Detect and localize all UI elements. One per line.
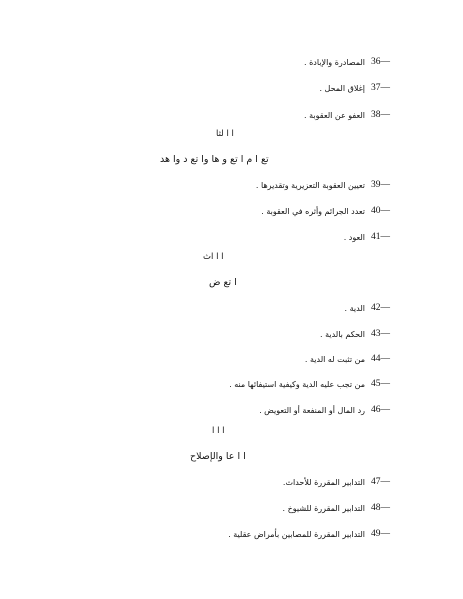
list-item: [344, 229, 399, 245]
item-number: 46—: [371, 405, 390, 415]
item-number: 40—: [371, 206, 390, 216]
item-number: 43—: [371, 329, 390, 339]
list-item: [305, 351, 399, 367]
item-number: 37—: [371, 83, 390, 93]
item-text: التدابير المقررة للمصابين بأمراض عقلية .: [228, 529, 365, 539]
item-number: 36—: [371, 57, 390, 67]
item-text: من تجب عليه الدية وكيفية استيفائها منه .: [229, 379, 365, 389]
list-item: [228, 526, 399, 542]
section-heading-fragment: ا ا ا: [212, 426, 225, 436]
list-item: [256, 177, 399, 193]
item-text: إغلاق المحل .: [319, 83, 365, 93]
list-item: [319, 80, 399, 96]
item-text: الدية .: [344, 303, 365, 313]
item-text: تعيين العقوبة التعزيرية وتقديرها .: [255, 180, 365, 190]
item-text: الحكم بالدية .: [319, 329, 365, 339]
item-text: المصادرة والإبادة .: [304, 57, 365, 67]
item-text: تعدد الجرائم وأثره في العقوبة .: [261, 206, 365, 216]
list-item: [304, 54, 399, 70]
list-item: [283, 474, 399, 490]
item-text: رد المال أو المنفعة أو التعويض .: [259, 405, 365, 415]
list-item: [259, 402, 399, 418]
item-number: 39—: [371, 180, 390, 190]
item-text: التدابير المقررة للشيوخ .: [282, 503, 365, 513]
item-text: العفو عن العقوبة .: [304, 110, 365, 120]
section-heading-fragment: ا ا عا والإصلاح: [190, 451, 246, 462]
list-item: [345, 300, 399, 316]
section-heading-fragment: تع ا م ا تع و ها وا تع د وا هد: [160, 154, 269, 165]
list-item: [304, 107, 399, 123]
item-text: التدابير المقررة للأحداث.: [282, 477, 365, 487]
list-item: [229, 376, 399, 392]
item-number: 48—: [371, 503, 390, 513]
item-number: 47—: [371, 477, 390, 487]
item-number: 41—: [371, 232, 390, 242]
list-item: [320, 326, 399, 342]
section-heading-fragment: ا ا لثا: [216, 129, 234, 139]
item-text: العود .: [343, 232, 365, 242]
section-heading-fragment: ا تع ض: [209, 277, 237, 288]
item-number: 42—: [371, 303, 390, 313]
list-item: [283, 500, 399, 516]
item-text: من تثبت له الدية .: [304, 354, 365, 364]
item-number: 38—: [371, 110, 390, 120]
list-item: [261, 203, 399, 219]
section-heading-fragment: ا ا اث: [203, 252, 224, 262]
item-number: 44—: [371, 354, 390, 364]
item-number: 45—: [371, 379, 390, 389]
item-number: 49—: [371, 529, 390, 539]
